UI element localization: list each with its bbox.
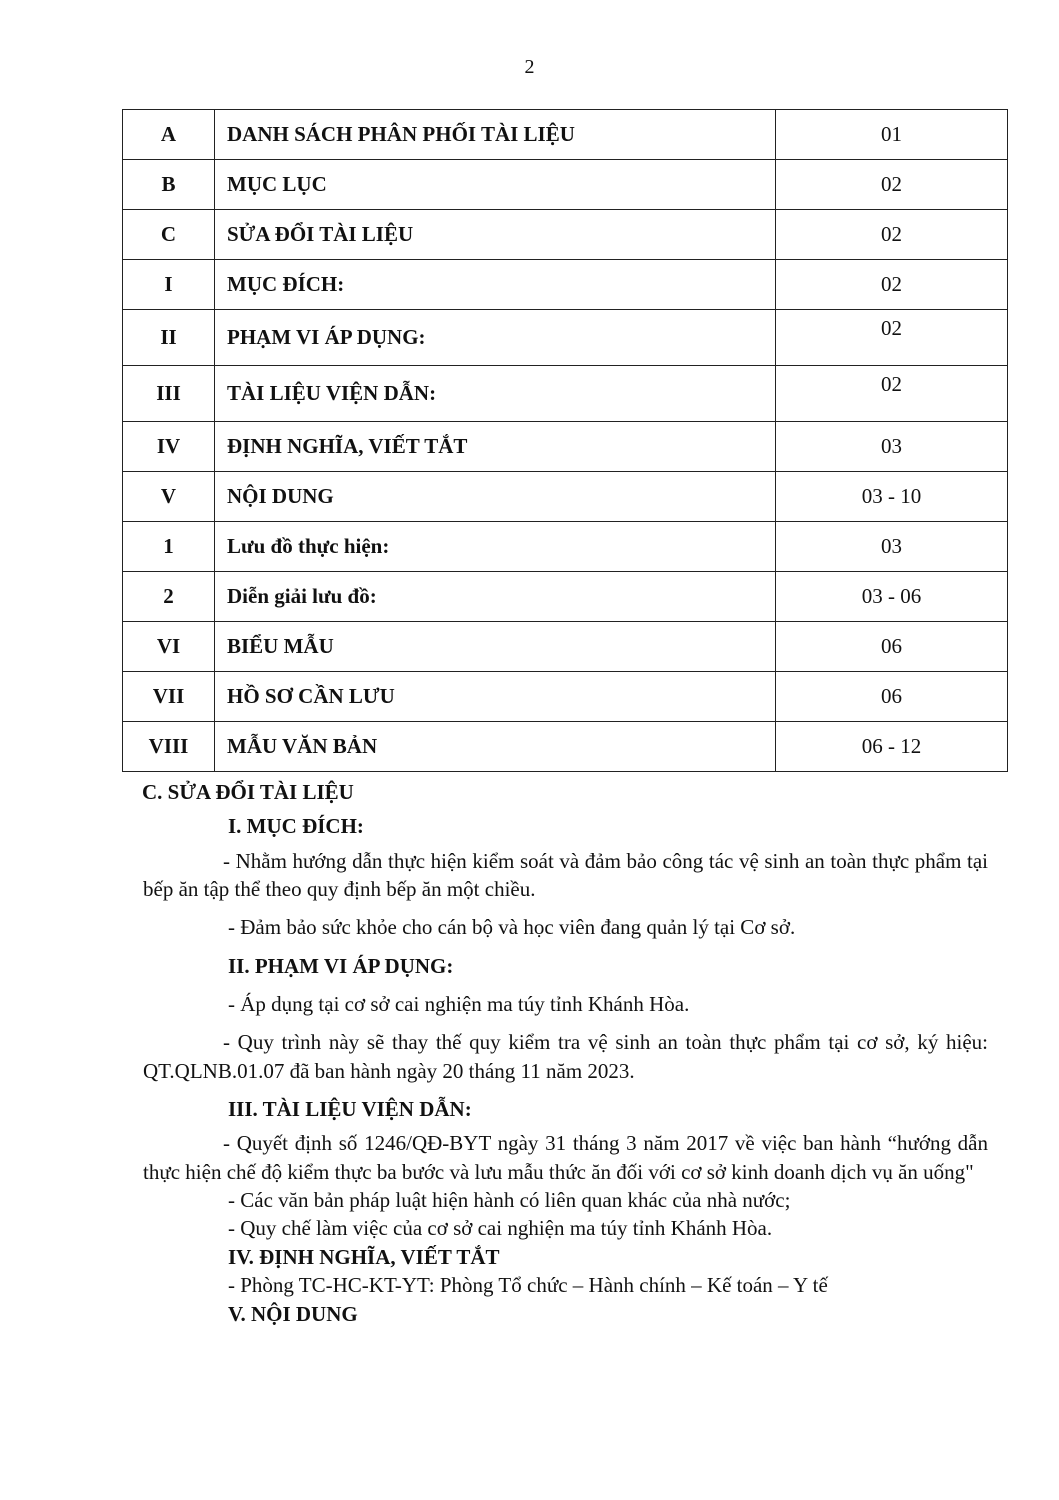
toc-page: 02 [776, 310, 1008, 366]
toc-row [123, 472, 1008, 522]
toc-code: IV [123, 422, 215, 472]
paragraph-muc-dich-2: - Đảm bảo sức khỏe cho cán bộ và học viên đang quản lý tại Cơ sở. [228, 915, 796, 940]
paragraph-tai-lieu-2: - Các văn bản pháp luật hiện hành có liên quan khác của nhà nước; [228, 1188, 791, 1213]
table-of-contents [122, 109, 1008, 772]
toc-code: VI [123, 622, 215, 672]
toc-row [123, 572, 1008, 622]
toc-title: SỬA ĐỔI TÀI LIỆU [215, 210, 776, 260]
toc-code: 2 [123, 572, 215, 622]
heading-dinh-nghia-viet-tat: IV. ĐỊNH NGHĨA, VIẾT TẮT [228, 1244, 500, 1269]
toc-code: I [123, 260, 215, 310]
toc-row [123, 310, 1008, 366]
toc-page: 06 [776, 672, 1008, 722]
toc-title: PHẠM VI ÁP DỤNG: [215, 310, 776, 366]
toc-code: II [123, 310, 215, 366]
toc-page: 03 - 10 [776, 472, 1008, 522]
toc-title: ĐỊNH NGHĨA, VIẾT TẮT [215, 422, 776, 472]
toc-title: DANH SÁCH PHÂN PHỐI TÀI LIỆU [215, 110, 776, 160]
toc-page: 02 [776, 260, 1008, 310]
heading-sua-doi-tai-lieu: C. SỬA ĐỔI TÀI LIỆU [142, 780, 354, 804]
toc-page: 03 [776, 522, 1008, 572]
toc-title: MỤC LỤC [215, 160, 776, 210]
toc-title: Lưu đồ thực hiện: [215, 522, 776, 572]
heading-muc-dich: I. MỤC ĐÍCH: [228, 814, 364, 839]
toc-code: III [123, 366, 215, 422]
paragraph-tai-lieu-3: - Quy chế làm việc của cơ sở cai nghiện ma túy tỉnh Khánh Hòa. [228, 1216, 773, 1241]
heading-tai-lieu-vien-dan: III. TÀI LIỆU VIỆN DẪN: [228, 1097, 472, 1122]
toc-page: 02 [776, 210, 1008, 260]
toc-row [123, 422, 1008, 472]
toc-title: NỘI DUNG [215, 472, 776, 522]
heading-noi-dung: V. NỘI DUNG [228, 1301, 358, 1326]
paragraph-muc-dich-1: - Nhằm hướng dẫn thực hiện kiểm soát và đảm bảo công tác vệ sinh an toàn thực phẩm tại bếp ăn tập thể theo quy định bếp ăn một chiều. [143, 848, 988, 902]
toc-row [123, 622, 1008, 672]
paragraph-pham-vi-2: - Quy trình này sẽ thay thế quy kiểm tra vệ sinh an toàn thực phẩm tại cơ sở, ký hiệu: QT.QLNB.01.07 đã ban hành ngày 20 tháng 11 năm 2023. [143, 1030, 988, 1083]
heading-pham-vi-ap-dung: II. PHẠM VI ÁP DỤNG: [228, 953, 454, 978]
toc-title: TÀI LIỆU VIỆN DẪN: [215, 366, 776, 422]
page-number: 2 [524, 56, 535, 78]
document-body [142, 778, 988, 1328]
toc-title: MỤC ĐÍCH: [215, 260, 776, 310]
paragraph-pham-vi-1: - Áp dụng tại cơ sở cai nghiện ma túy tỉnh Khánh Hòa. [228, 992, 690, 1017]
toc-page: 02 [776, 366, 1008, 422]
toc-page: 02 [776, 160, 1008, 210]
paragraph-tai-lieu-1: - Quyết định số 1246/QĐ-BYT ngày 31 tháng 3 năm 2017 về việc ban hành “hướng dẫn thực hiện chế độ kiểm thực ba bước và lưu mẫu thức ăn đối với cơ sở kinh doanh dịch vụ ăn uống" [143, 1131, 988, 1184]
paragraph-dinh-nghia-1: - Phòng TC-HC-KT-YT: Phòng Tổ chức – Hành chính – Kế toán – Y tế [228, 1273, 828, 1298]
toc-row [123, 722, 1008, 772]
toc-title: HỒ SƠ CẦN LƯU [215, 672, 776, 722]
toc-row [123, 366, 1008, 422]
toc-code: V [123, 472, 215, 522]
toc-row [123, 672, 1008, 722]
toc-code: VII [123, 672, 215, 722]
toc-page: 03 [776, 422, 1008, 472]
toc-code: VIII [123, 722, 215, 772]
toc-code: B [123, 160, 215, 210]
toc-page: 03 - 06 [776, 572, 1008, 622]
toc-code: 1 [123, 522, 215, 572]
toc-row [123, 260, 1008, 310]
toc-code: C [123, 210, 215, 260]
toc-page: 06 - 12 [776, 722, 1008, 772]
toc-row [123, 160, 1008, 210]
toc-row [123, 110, 1008, 160]
toc-row [123, 522, 1008, 572]
toc-page: 06 [776, 622, 1008, 672]
toc-page: 01 [776, 110, 1008, 160]
toc-code: A [123, 110, 215, 160]
toc-title: Diễn giải lưu đồ: [215, 572, 776, 622]
toc-title: MẪU VĂN BẢN [215, 722, 776, 772]
toc-title: BIỂU MẪU [215, 622, 776, 672]
toc-row [123, 210, 1008, 260]
